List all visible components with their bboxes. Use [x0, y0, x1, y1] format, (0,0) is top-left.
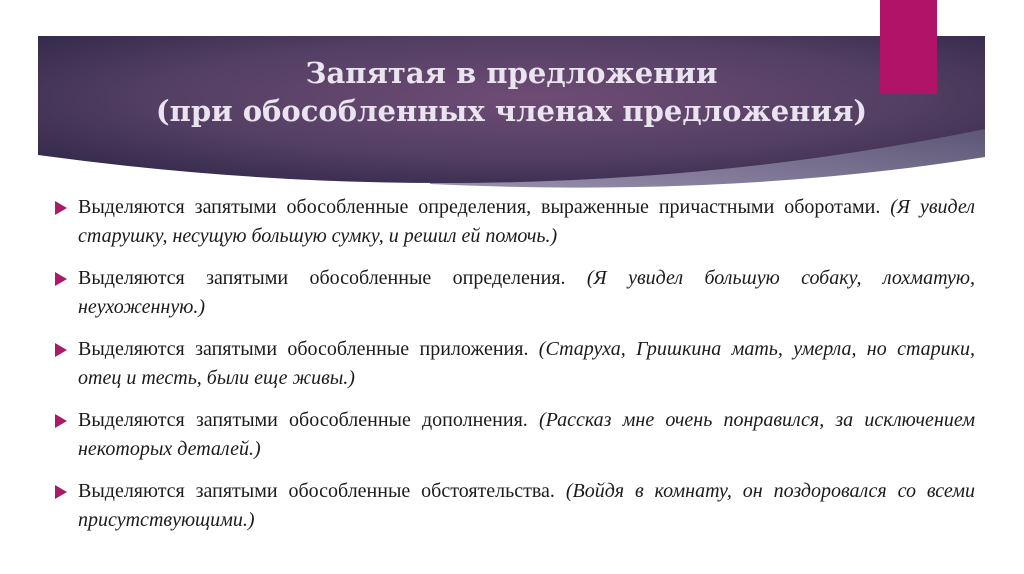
- bullet-example-text: (Войдя в комнату, он поздоровался со всеми присутствующими.): [78, 480, 976, 531]
- bullet-item: [55, 477, 975, 535]
- triangle-bullet-icon: [55, 414, 67, 428]
- triangle-bullet-icon: [55, 201, 67, 215]
- bullet-text: Выделяются запятыми обособленные определения.: [78, 267, 587, 289]
- bullet-list: [55, 193, 975, 548]
- bullet-text: Выделяются запятыми обособленные обстоятельства.: [78, 480, 566, 502]
- bullet-example-text: (Рассказ мне очень понравился, за исключением некоторых деталей.): [78, 409, 976, 460]
- bullet-text: Выделяются запятыми обособленные дополнения.: [78, 409, 539, 431]
- bullet-item: [55, 335, 975, 393]
- triangle-bullet-icon: [55, 343, 67, 357]
- slide-title-line2: (при обособленных членах предложения): [155, 94, 868, 128]
- bullet-text: Выделяются запятыми обособленные определения, выраженные причастными оборотами.: [78, 196, 891, 218]
- bullet-example-text: (Старуха, Гришкина мать, умерла, но старики, отец и тесть, были еще живы.): [78, 338, 975, 389]
- bullet-example-text: (Я увидел старушку, несущую большую сумку, и решил ей помочь.): [78, 196, 976, 247]
- slide-title: [38, 54, 985, 130]
- triangle-bullet-icon: [55, 485, 67, 499]
- slide-title-line1: Запятая в предложении: [305, 56, 718, 90]
- bullet-item: [55, 406, 975, 464]
- bullet-item: [55, 193, 975, 251]
- bullet-item: [55, 264, 975, 322]
- bullet-text: Выделяются запятыми обособленные приложения.: [78, 338, 539, 360]
- triangle-bullet-icon: [55, 272, 67, 286]
- bullet-example-text: (Я увидел большую собаку, лохматую, неухоженную.): [78, 267, 975, 318]
